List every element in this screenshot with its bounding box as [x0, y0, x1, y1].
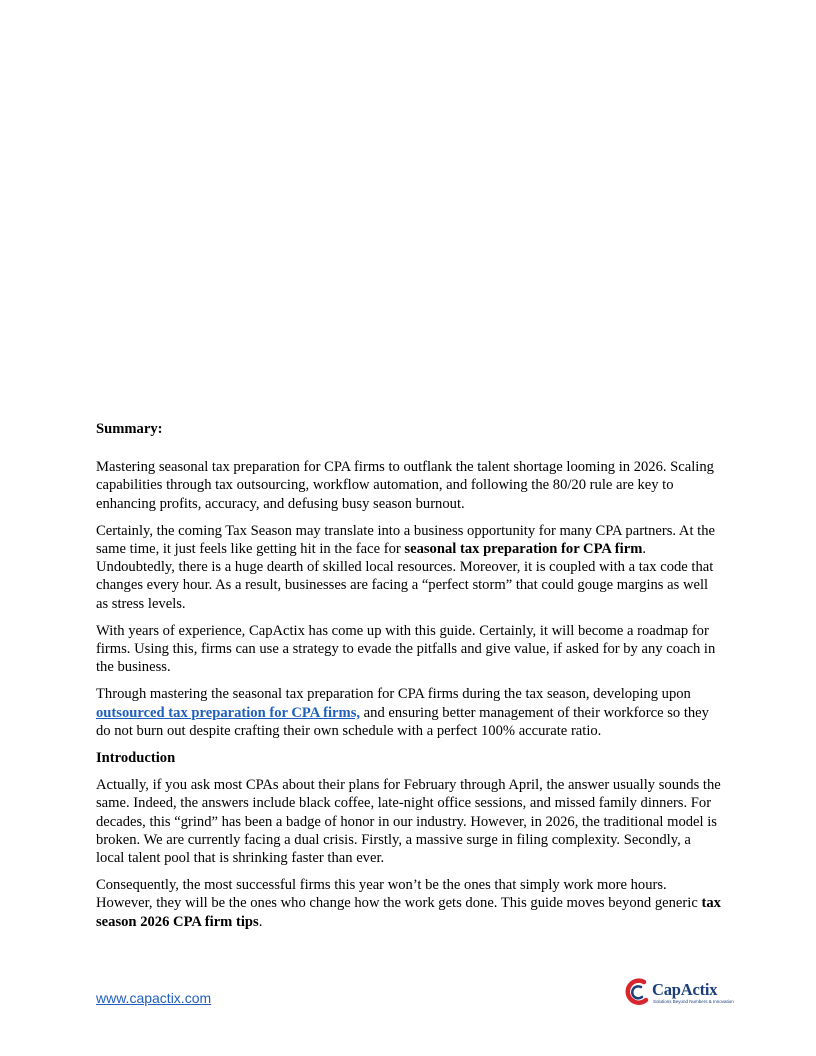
bold-phrase: seasonal tax preparation for CPA firm [404, 541, 643, 558]
opportunity-paragraph [96, 522, 721, 613]
bold-phrase: tax season 2026 CPA firm tips [96, 895, 721, 930]
paragraph-text: . Undoubtedly, there is a huge dearth of skilled local resources. Moreover, it is coupled with a tax code that changes every hour. As a result, businesses are facing a “perfect storm” that could gouge margins as well as stress levels. [96, 541, 714, 612]
paragraph-text: Certainly, the coming Tax Season may translate into a business opportunity for many CPA partners. At the same time, it just feels like getting hit in the face for [96, 522, 715, 558]
paragraph-text: . [258, 913, 263, 930]
website-link[interactable]: www.capactix.com [96, 990, 212, 1006]
introduction-paragraph: Actually, if you ask most CPAs about their plans for February through April, the answer usually sounds the same. Indeed, the answers include black coffee, late-night office sessions, and missed family dinners. For decades, this “grind” has been a badge of honor in our industry. However, in 2026, the traditional model is broken. We are currently facing a dual crisis. Firstly, a massive surge in filing complexity. Secondly, a local talent pool that is shrinking faster than ever. [96, 777, 721, 867]
outsourced-tax-prep-link[interactable]: outsourced tax preparation for CPA firms, [96, 704, 361, 721]
experience-paragraph: With years of experience, CapActix has come up with this guide. Certainly, it will become a roadmap for firms. Using this, firms can use a strategy to evade the pitfalls and give value, if asked for by any coach in the business. [96, 622, 716, 676]
logo-tagline: Solutions Beyond Numbers & Innovation [653, 999, 734, 1004]
logo-swoosh-icon [622, 977, 652, 1007]
conclusion-paragraph [96, 876, 721, 931]
paragraph-text: and ensuring better management of their workforce so they do not burn out despite crafting their own schedule with a perfect 100% accurate ratio. [96, 704, 709, 739]
introduction-heading: Introduction [96, 750, 176, 767]
summary-heading: Summary: [96, 421, 163, 437]
logo-wordmark: CapActix [652, 980, 718, 999]
paragraph-text: Through mastering the seasonal tax preparation for CPA firms during the tax season, developing upon [96, 686, 691, 703]
paragraph-text: Consequently, the most successful firms this year won’t be the ones that simply work more hours. However, they will be the ones who change how the work gets done. This guide moves beyond generic [96, 877, 702, 912]
mastering-paragraph [96, 685, 721, 740]
document-body [96, 420, 721, 931]
capactix-logo [622, 977, 734, 1007]
summary-paragraph: Mastering seasonal tax preparation for CPA firms to outflank the talent shortage looming in 2026. Scaling capabilities through tax outsourcing, workflow automation, and following the 80/20 rule are key to enhancing profits, accuracy, and defusing busy season burnout. [96, 459, 714, 512]
